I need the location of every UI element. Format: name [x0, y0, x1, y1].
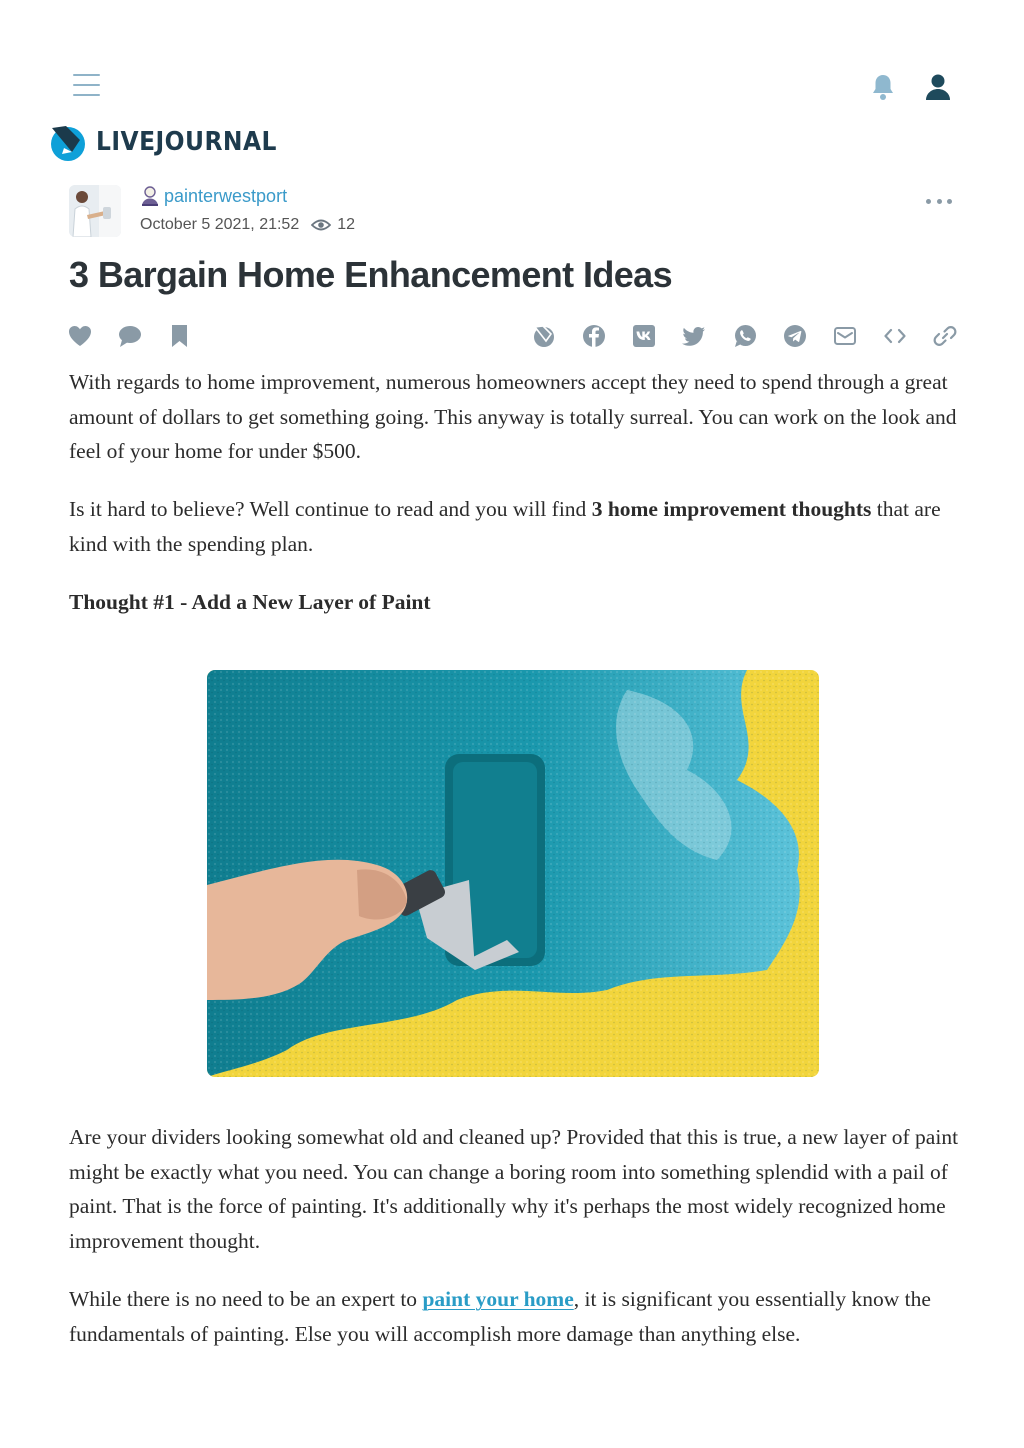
post-title: 3 Bargain Home Enhancement Ideas	[69, 254, 672, 295]
hamburger-line	[73, 84, 100, 86]
share-telegram-button[interactable]	[781, 322, 809, 350]
email-icon	[831, 322, 859, 350]
post-meta	[140, 214, 355, 236]
vk-icon	[630, 322, 658, 350]
repost-button[interactable]	[530, 322, 558, 350]
dot	[926, 199, 931, 204]
hamburger-line	[73, 94, 100, 96]
author-avatar[interactable]	[69, 185, 121, 237]
dot	[937, 199, 942, 204]
comment-button[interactable]	[116, 322, 144, 350]
share-whatsapp-button[interactable]	[731, 322, 759, 350]
post-date: October 5 2021, 21:52	[140, 216, 300, 233]
paragraph-2-text: Is it hard to believe? Well continue to read and you will find	[69, 497, 592, 521]
eye-icon	[311, 218, 331, 232]
copy-link-button[interactable]	[931, 322, 959, 350]
user-profile-icon	[140, 185, 160, 207]
embed-code-button[interactable]	[881, 322, 909, 350]
avatar-image	[69, 185, 121, 237]
share-email-button[interactable]	[831, 322, 859, 350]
hamburger-line	[73, 74, 100, 76]
share-facebook-button[interactable]	[580, 322, 608, 350]
copy-link-icon	[931, 322, 959, 350]
more-options-button[interactable]	[926, 192, 952, 210]
paragraph-4-text: While there is no need to be an expert to	[69, 1287, 423, 1311]
paint-your-home-link[interactable]: paint your home	[422, 1287, 574, 1311]
view-count-value: 12	[337, 216, 356, 233]
like-button[interactable]	[66, 322, 94, 350]
livejournal-logo[interactable]	[48, 120, 297, 164]
telegram-icon	[781, 322, 809, 350]
livejournal-pencil-icon	[48, 122, 88, 162]
facebook-icon	[580, 322, 608, 350]
comment-icon	[116, 322, 144, 350]
paint-roller-illustration	[207, 670, 819, 1077]
whatsapp-icon	[731, 322, 759, 350]
dot	[947, 199, 952, 204]
author-row	[140, 184, 287, 208]
user-icon	[924, 72, 952, 102]
twitter-icon	[680, 322, 708, 350]
author-name-link[interactable]: painterwestport	[164, 185, 288, 206]
paragraph-4-text-end: , it is significant you essentially know the fundamentals of painting. Else you will accomplish more damage than anything else.	[69, 1287, 931, 1346]
heart-icon	[66, 322, 94, 350]
share-vk-button[interactable]	[630, 322, 658, 350]
paragraph-3: Are your dividers looking somewhat old and cleaned up? Provided that this is true, a new layer of paint might be exactly what you need. You can change a boring room into something splendid with a pail of paint. That is the force of painting. It's additionally why it's perhaps the most widely recognized home improvement thought.	[69, 1125, 959, 1253]
bell-icon	[870, 72, 896, 102]
paragraph-2-bold: 3 home improvement thoughts	[591, 497, 872, 521]
logo-text: LIVEJOURNAL	[96, 127, 277, 157]
bookmark-icon	[166, 322, 194, 350]
embed-code-icon	[881, 322, 909, 350]
paragraph-2-text-end: that are kind with the spending plan.	[69, 497, 941, 556]
bookmark-button[interactable]	[166, 322, 194, 350]
paint-roller-image	[207, 670, 819, 1077]
paragraph-2	[69, 492, 959, 561]
section-heading: Thought #1 - Add a New Layer of Paint	[69, 590, 431, 614]
share-twitter-button[interactable]	[680, 322, 708, 350]
profile-button[interactable]	[924, 72, 952, 102]
livejournal-repost-icon	[530, 322, 558, 350]
notifications-button[interactable]	[870, 72, 896, 102]
view-count	[311, 216, 355, 234]
paragraph-1: With regards to home improvement, numerous homeowners accept they need to spend through a great amount of dollars to get something going. This anyway is totally surreal. You can work on the look and feel of your home for under $500.	[69, 370, 957, 463]
paragraph-4	[69, 1282, 959, 1351]
menu-button[interactable]	[73, 74, 100, 98]
